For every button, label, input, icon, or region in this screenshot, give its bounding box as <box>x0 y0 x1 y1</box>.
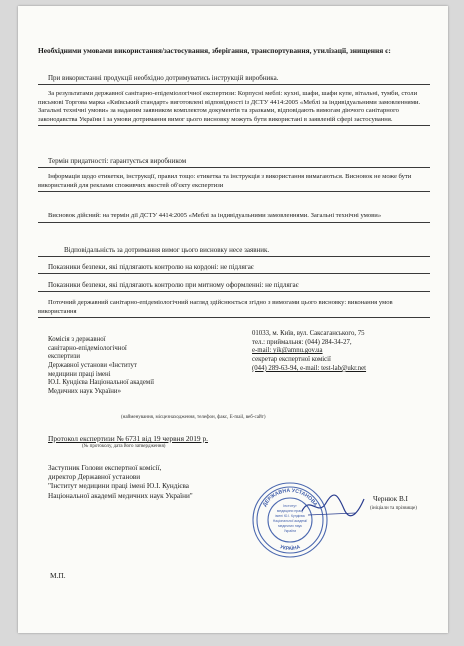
commission-name <box>48 336 233 397</box>
stamp-ring-text: ДЕРЖАВНА УСТАНОВА <box>261 487 319 508</box>
document-page <box>18 6 448 633</box>
commission-caption: (найменування, місцезнаходження, телефон, факс, E-mail, веб-сайт) <box>121 415 266 420</box>
commission-line: санітарно-епідеміологічної <box>48 344 127 352</box>
commission-line: медицини праці імені <box>48 370 111 378</box>
commission-line: експертизи <box>48 353 81 361</box>
stamp-inner-line: Інститут <box>283 504 297 508</box>
protocol-caption: (№ протоколу, дата його затвердження) <box>82 444 166 449</box>
conditions-heading: Необхідними умовами використання/застосування, зберігання, транспортування, утилізації, знищення є: <box>38 46 391 55</box>
protocol-line: Протокол експертизи № 6731 від 19 червня 2019 р. <box>48 434 208 443</box>
secretary-line: секретар експертної комісії <box>252 356 331 364</box>
signatory-block <box>48 464 278 501</box>
commission-line: Комісія з державної <box>48 336 106 343</box>
signatory-name-caption: (ініціали та прізвище) <box>370 506 417 511</box>
stamp-inner-line: імені Ю.І. Кундієва <box>275 514 305 518</box>
stamp-inner-line: медичних наук <box>278 524 302 528</box>
seal-place-mark: М.П. <box>50 571 66 580</box>
usage-line: При використанні продукції необхідно дотримуватись інструкцій виробника. <box>38 74 430 85</box>
safety-customs-line: Показники безпеки, які підлягають контролю при митному оформленні: не підлягає <box>38 281 430 292</box>
validity-line: Термін придатності: гарантується виробником <box>38 157 430 168</box>
expertise-results: За результатами державної санітарно-епідеміологічної експертизи: Корпусні меблі: кухні, шафи, шафи купе, вітальні, тумби, столи письмові Торгова марка «Київський стандарт» виготовлені відповідності із ДСТУ 4414:2005 «Меблі за індивідуальними замовленнями. Загальні технічні умови» за наданим заявником комплектом документів та зразками, відповідають вимогам діючого санітарного законодавства України і за умови дотримання вимог цього висновку можуть бути використані в заявленій сфері застосування. <box>38 90 430 126</box>
conclusion-valid: Висновок дійсний: на термін дії ДСТУ 4414:2005 «Меблі за індивідуальними замовленнями. Загальні технічні умови» <box>38 212 430 223</box>
signatory-line: "Інститут медицини праці імені Ю.І. Кундієва <box>48 482 189 491</box>
phone-line: тел.: приймальня: (044) 284-34-27, <box>252 338 352 346</box>
signatory-line: Національної академії медичних наук України" <box>48 491 193 500</box>
signatory-line: Заступник Голови експертної комісії, <box>48 464 162 472</box>
address-line: 01033, м. Київ, вул. Саксаганського, 75 <box>252 330 365 337</box>
signatory-name: Чернюк В.І <box>373 495 408 503</box>
responsibility-line: Відповідальність за дотримання вимог цього висновку несе заявник. <box>38 246 430 257</box>
supervision-line: Поточний державний санітарно-епідеміологічний нагляд здійснюється згідно з вимогами цього висновку: виконання умов використання <box>38 299 430 318</box>
commission-line: Медичних наук України» <box>48 388 121 396</box>
safety-border-line: Показники безпеки, які підлягають контролю на кордоні: не підлягає <box>38 263 430 274</box>
email-line: e-mail: yik@amnu.gov.ua <box>252 347 323 355</box>
stamp-bottom-text: УКРАЇНА <box>278 544 302 553</box>
secretary-contact-line: (044) 289-63-94, e-mail: test-lab@ukr.net <box>252 364 367 372</box>
commission-contacts <box>252 330 442 373</box>
stamp-inner-line: медицини праці <box>276 509 304 513</box>
stamp-inner-line: України <box>283 529 297 533</box>
stamp-inner-line: Національної академії <box>272 519 308 523</box>
commission-line: Ю.І. Кундієва Національної академії <box>48 379 154 387</box>
signatory-line: директор Державної установи <box>48 473 141 482</box>
commission-line: Державної установи «Інститут <box>48 362 137 370</box>
svg-text:УКРАЇНА <box>279 544 302 552</box>
labeling-info: Інформація щодо етикетки, інструкції, правил тощо: етикетка та інструкція з використання вимагаються. Висновок не може бути використаний для реклами споживчих якостей об'єкту експертизи <box>38 173 430 192</box>
official-stamp <box>250 480 330 560</box>
